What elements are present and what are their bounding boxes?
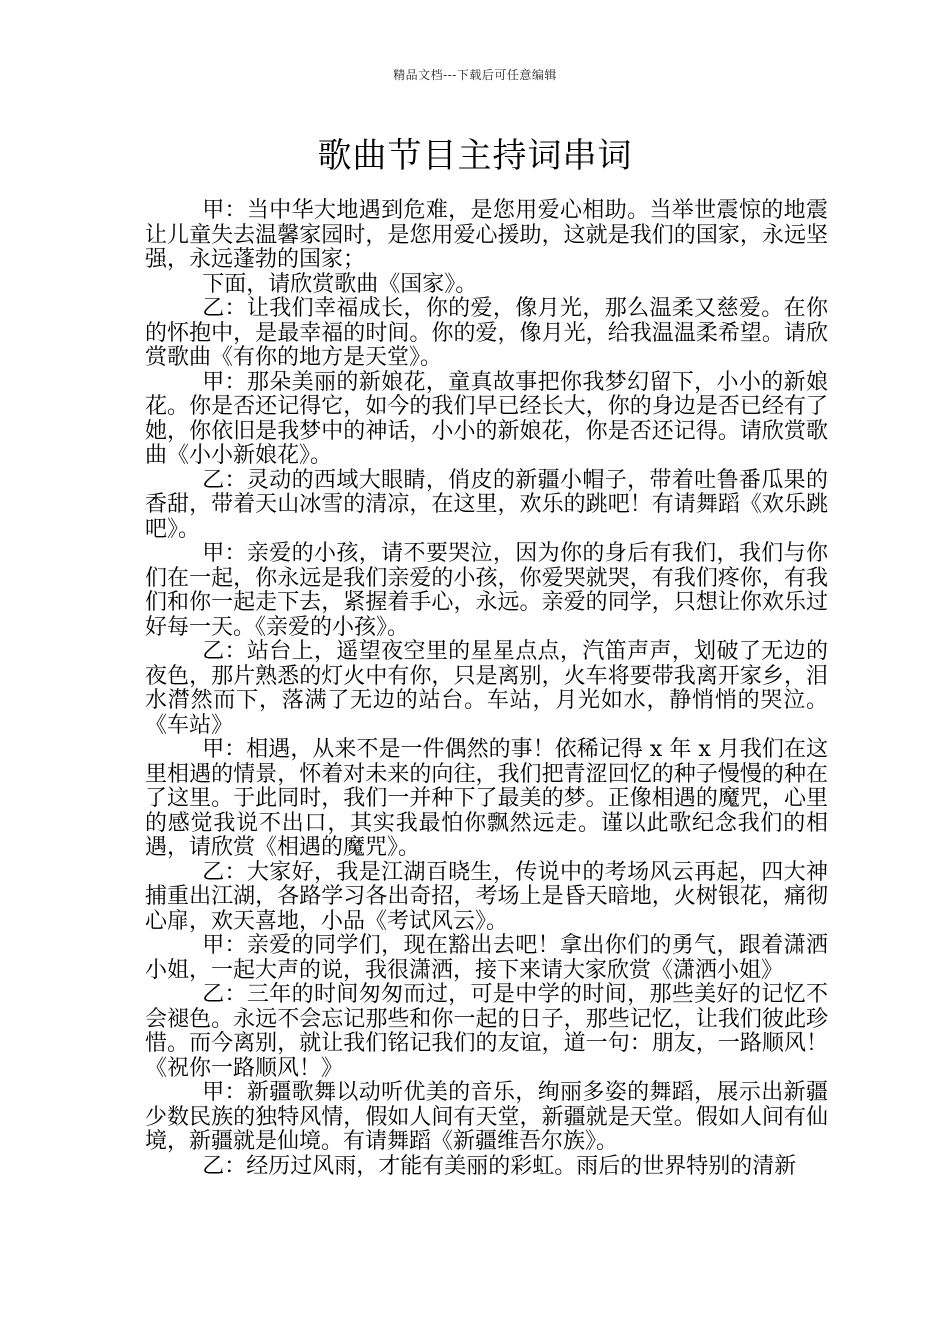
paragraph: 甲：那朵美丽的新娘花，童真故事把你我梦幻留下，小小的新娘花。你是否还记得它，如今的我们早已经长大，你的身边是否已经有了她，你依旧是我梦中的神话，小小的新娘花，你是否还记得。请欣赏歌曲《小小新娘花》。 bbox=[145, 369, 828, 468]
page-title: 歌曲节目主持词串词 bbox=[317, 136, 633, 176]
header-note: 精品文档---下载后可任意编辑 bbox=[393, 68, 557, 82]
paragraph: 甲：亲爱的小孩，请不要哭泣，因为你的身后有我们，我们与你们在一起，你永远是我们亲爱的小孩，你爱哭就哭，有我们疼你，有我们和你一起走下去，紧握着手心，永远。亲爱的同学，只想让你欢乐过好每一天。《亲爱的小孩》。 bbox=[145, 541, 828, 640]
paragraph: 甲：当中华大地遇到危难，是您用爱心相助。当举世震惊的地震让儿童失去温馨家园时，是您用爱心援助，这就是我们的国家，永远坚强，永远蓬勃的国家； bbox=[145, 198, 828, 272]
paragraph: 乙：大家好，我是江湖百晓生，传说中的考场风云再起，四大神捕重出江湖，各路学习各出奇招，考场上是昏天暗地，火树银花，痛彻心扉，欢天喜地，小品《考试风云》。 bbox=[145, 859, 828, 934]
paragraph: 乙：经历过风雨，才能有美丽的彩虹。雨后的世界特别的清新 bbox=[202, 1153, 797, 1179]
paragraph: 乙：让我们幸福成长，你的爱，像月光，那么温柔又慈爱。在你的怀抱中，是最幸福的时间。你的爱，像月光，给我温温柔希望。请欣赏歌曲《有你的地方是天堂》。 bbox=[145, 296, 828, 370]
paragraph: 乙：站台上，遥望夜空里的星星点点，汽笛声声，划破了无边的夜色，那片熟悉的灯火中有你，只是离别，火车将要带我离开家乡，泪水潸然而下，落满了无边的站台。车站，月光如水，静悄悄的哭泣。《车站》 bbox=[145, 639, 828, 738]
paragraph: 甲：新疆歌舞以动听优美的音乐，绚丽多姿的舞蹈，展示出新疆少数民族的独特风情，假如人间有天堂，新疆就是天堂。假如人间有仙境，新疆就是仙境。有请舞蹈《新疆维吾尔族》。 bbox=[145, 1080, 828, 1154]
paragraph: 甲：相遇，从来不是一件偶然的事！依稀记得 x 年 x 月我们在这里相遇的情景，怀着对未来的向往，我们把青涩回忆的种子慢慢的种在了这里。于此同时，我们一并种下了最美的梦。正像相遇的魔咒，心里的感觉我说不出口，其实我最怕你飘然远走。谨以此歌纪念我们的相遇，请欣赏《相遇的魔咒》。 bbox=[145, 737, 828, 860]
paragraph: 下面，请欣赏歌曲《国家》。 bbox=[202, 271, 478, 297]
paragraph: 乙：三年的时间匆匆而过，可是中学的时间，那些美好的记忆不会褪色。永远不会忘记那些和你一起的日子，那些记忆，让我们彼此珍惜。而今离别，就让我们铭记我们的友谊，道一句：朋友，一路顺风！《祝你一路顺风！》 bbox=[145, 982, 828, 1081]
paragraph: 甲：亲爱的同学们，现在豁出去吧！拿出你们的勇气，跟着潇洒小姐，一起大声的说，我很潇洒，接下来请大家欣赏《潇洒小姐》 bbox=[145, 933, 828, 983]
document-body bbox=[145, 199, 828, 1179]
paragraph: 乙：灵动的西域大眼睛，俏皮的新疆小帽子，带着吐鲁番瓜果的香甜，带着天山冰雪的清凉，在这里，欢乐的跳吧！有请舞蹈《欢乐跳吧》。 bbox=[145, 467, 828, 542]
